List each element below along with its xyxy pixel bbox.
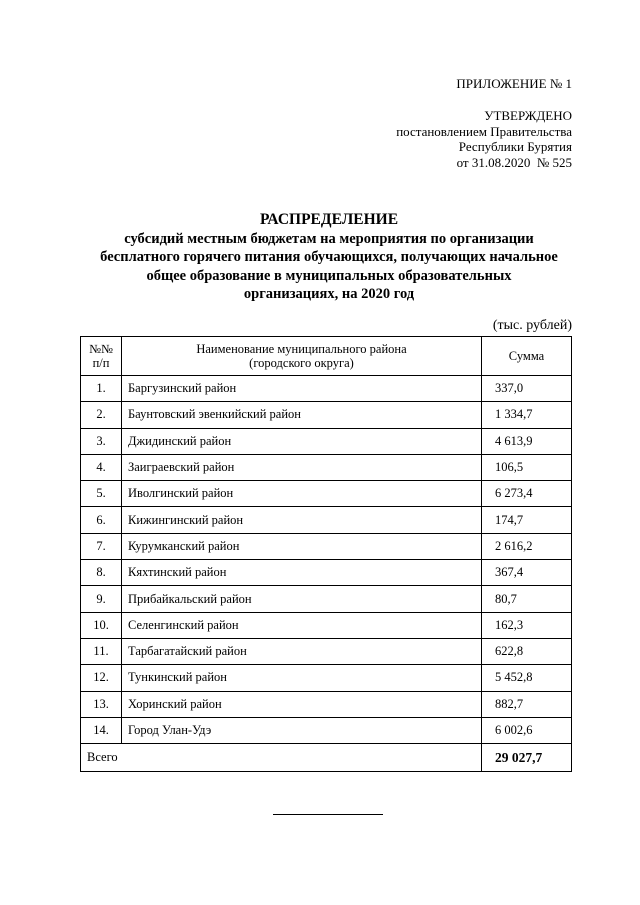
header-sum: Сумма: [482, 337, 572, 376]
decree-line: постановлением Правительства: [396, 123, 572, 139]
header-name-line-1: Наименование муниципального района: [196, 342, 407, 356]
row-number: 6.: [81, 507, 122, 533]
row-number: 10.: [81, 612, 122, 638]
header-num-line-2: п/п: [92, 356, 110, 370]
row-number: 1.: [81, 376, 122, 402]
total-row: [81, 744, 572, 772]
table-row: [81, 717, 572, 743]
row-sum: 6 002,6: [482, 717, 572, 743]
row-name: Заиграевский район: [122, 454, 482, 480]
units-label: (тыс. рублей): [492, 318, 572, 333]
table-header-row: [81, 337, 572, 376]
approval-block: [396, 108, 572, 170]
row-sum: 337,0: [482, 376, 572, 402]
table-row: [81, 428, 572, 454]
total-sum: 29 027,7: [482, 744, 572, 772]
title-line-3: общее образование в муниципальных образовательных: [146, 267, 512, 284]
row-name: Кяхтинский район: [122, 560, 482, 586]
row-name: Баргузинский район: [122, 376, 482, 402]
row-sum: 622,8: [482, 638, 572, 664]
row-sum: 2 616,2: [482, 533, 572, 559]
row-name: Иволгинский район: [122, 481, 482, 507]
row-sum: 106,5: [482, 454, 572, 480]
row-number: 9.: [81, 586, 122, 612]
row-sum: 4 613,9: [482, 428, 572, 454]
table-row: [81, 507, 572, 533]
table-row: [81, 533, 572, 559]
table-row: [81, 454, 572, 480]
row-name: Прибайкальский район: [122, 586, 482, 612]
row-sum: 162,3: [482, 612, 572, 638]
date-number-line: от 31.08.2020 № 525: [456, 154, 572, 170]
table-row: [81, 612, 572, 638]
row-name: Курумканский район: [122, 533, 482, 559]
row-number: 7.: [81, 533, 122, 559]
row-sum: 174,7: [482, 507, 572, 533]
row-sum: 1 334,7: [482, 402, 572, 428]
table-row: [81, 402, 572, 428]
appendix-label: ПРИЛОЖЕНИЕ № 1: [456, 76, 572, 91]
distribution-table: [80, 336, 572, 772]
row-name: Город Улан-Удэ: [122, 717, 482, 743]
row-name: Кижингинский район: [122, 507, 482, 533]
title-main: РАСПРЕДЕЛЕНИЕ: [259, 211, 399, 228]
approved-label: УТВЕРЖДЕНО: [484, 108, 572, 123]
header-num: [81, 337, 122, 376]
row-name: Тункинский район: [122, 665, 482, 691]
header-name-line-2: (городского округа): [249, 356, 354, 370]
header-num-line-1: №№: [89, 342, 113, 356]
row-name: Тарбагатайский район: [122, 638, 482, 664]
title-line-2: бесплатного горячего питания обучающихся, получающих начальное: [100, 249, 558, 265]
row-name: Баунтовский эвенкийский район: [122, 402, 482, 428]
title-line-4: организациях, на 2020 год: [243, 286, 415, 302]
row-number: 8.: [81, 560, 122, 586]
row-number: 3.: [81, 428, 122, 454]
row-sum: 882,7: [482, 691, 572, 717]
table-row: [81, 481, 572, 507]
row-sum: 6 273,4: [482, 481, 572, 507]
row-number: 4.: [81, 454, 122, 480]
table-row: [81, 586, 572, 612]
title-line-1: субсидий местным бюджетам на мероприятия по организации: [124, 230, 534, 247]
footer-divider: [273, 814, 383, 815]
header-name: [122, 337, 482, 376]
row-number: 14.: [81, 717, 122, 743]
table-row: [81, 691, 572, 717]
table-row: [81, 560, 572, 586]
row-sum: 5 452,8: [482, 665, 572, 691]
total-label: Всего: [81, 744, 482, 772]
table-row: [81, 638, 572, 664]
row-number: 5.: [81, 481, 122, 507]
row-number: 13.: [81, 691, 122, 717]
row-name: Джидинский район: [122, 428, 482, 454]
row-sum: 80,7: [482, 586, 572, 612]
row-name: Селенгинский район: [122, 612, 482, 638]
table-row: [81, 376, 572, 402]
row-name: Хоринский район: [122, 691, 482, 717]
row-number: 2.: [81, 402, 122, 428]
republic-line: Республики Бурятия: [458, 139, 572, 154]
row-number: 11.: [81, 638, 122, 664]
row-sum: 367,4: [482, 560, 572, 586]
row-number: 12.: [81, 665, 122, 691]
document-title: [60, 211, 598, 304]
table-row: [81, 665, 572, 691]
